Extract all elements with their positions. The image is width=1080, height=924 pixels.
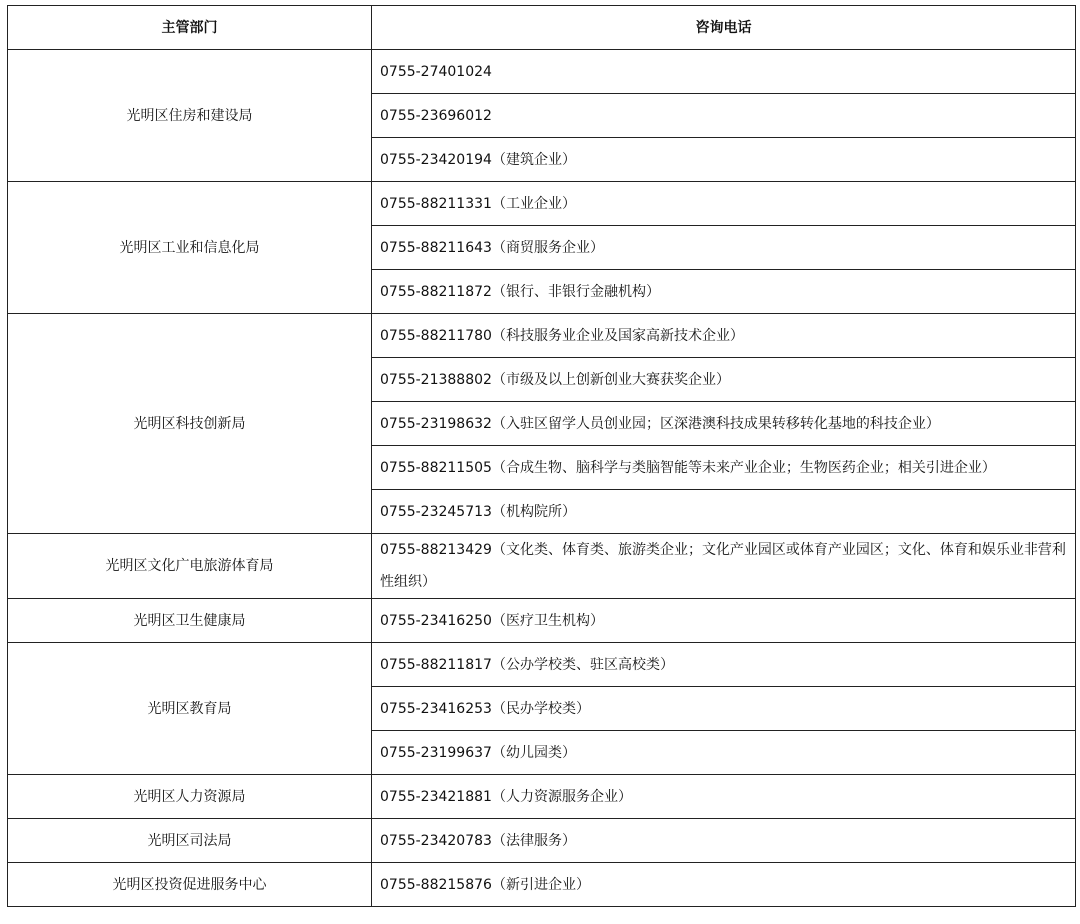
department-cell: 光明区文化广电旅游体育局 [8,534,372,599]
department-cell: 光明区司法局 [8,819,372,863]
phone-cell: 0755-23420194（建筑企业） [372,138,1076,182]
phone-cell: 0755-23245713（机构院所） [372,490,1076,534]
table-row [8,775,1076,819]
phone-cell: 0755-23696012 [372,94,1076,138]
phone-cell: 0755-88211817（公办学校类、驻区高校类） [372,643,1076,687]
department-cell: 光明区人力资源局 [8,775,372,819]
department-cell: 光明区科技创新局 [8,314,372,534]
contact-table [7,5,1076,907]
phone-cell: 0755-88213429（文化类、体育类、旅游类企业；文化产业园区或体育产业园区；文化、体育和娱乐业非营利性组织） [372,534,1076,599]
phone-cell: 0755-23416250（医疗卫生机构） [372,599,1076,643]
table-row [8,599,1076,643]
phone-cell: 0755-23199637（幼儿园类） [372,731,1076,775]
phone-cell: 0755-23416253（民办学校类） [372,687,1076,731]
department-cell: 光明区教育局 [8,643,372,775]
table-row [8,863,1076,907]
table-row [8,314,1076,358]
department-cell: 光明区住房和建设局 [8,50,372,182]
phone-cell: 0755-27401024 [372,50,1076,94]
table-row [8,643,1076,687]
department-cell: 光明区投资促进服务中心 [8,863,372,907]
phone-cell: 0755-21388802（市级及以上创新创业大赛获奖企业） [372,358,1076,402]
table-body [8,50,1076,907]
department-cell: 光明区工业和信息化局 [8,182,372,314]
phone-cell: 0755-23198632（入驻区留学人员创业园；区深港澳科技成果转移转化基地的科技企业） [372,402,1076,446]
phone-cell: 0755-23421881（人力资源服务企业） [372,775,1076,819]
table-row [8,819,1076,863]
table-row [8,534,1076,599]
phone-cell: 0755-88211331（工业企业） [372,182,1076,226]
phone-cell: 0755-88211780（科技服务业企业及国家高新技术企业） [372,314,1076,358]
department-cell: 光明区卫生健康局 [8,599,372,643]
table-row [8,182,1076,226]
phone-cell: 0755-88211643（商贸服务企业） [372,226,1076,270]
phone-cell: 0755-88215876（新引进企业） [372,863,1076,907]
header-phone: 咨询电话 [372,6,1076,50]
phone-cell: 0755-23420783（法律服务） [372,819,1076,863]
header-row [8,6,1076,50]
phone-cell: 0755-88211505（合成生物、脑科学与类脑智能等未来产业企业；生物医药企业；相关引进企业） [372,446,1076,490]
phone-cell: 0755-88211872（银行、非银行金融机构） [372,270,1076,314]
header-department: 主管部门 [8,6,372,50]
table-row [8,50,1076,94]
